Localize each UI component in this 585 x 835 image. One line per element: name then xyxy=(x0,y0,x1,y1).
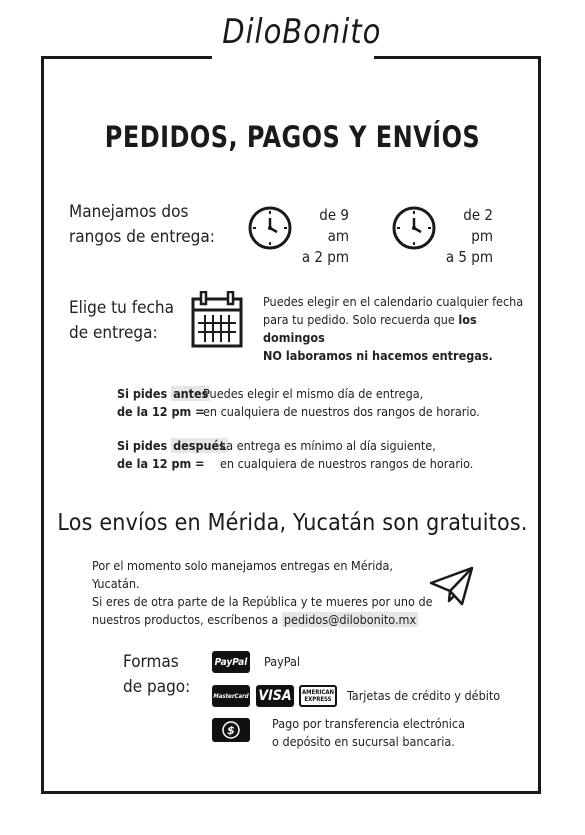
delivery-label: Manejamos dos rangos de entrega: xyxy=(69,202,215,247)
cards-label: Tarjetas de crédito y débito xyxy=(347,688,501,703)
paypal-badge: PayPal xyxy=(212,651,250,673)
paper-plane-icon xyxy=(429,565,475,607)
dollar-badge xyxy=(212,718,250,742)
calendar-icon xyxy=(191,291,243,349)
date-description: Puedes elegir en el calendario cualquier fecha para tu pedido. Solo recuerda que los domingos NO laboramos ni hacemos entregas. xyxy=(263,294,524,363)
rule-before-label: Si pides antes de la 12 pm = xyxy=(117,386,209,419)
rule-after-desc: La entrega es mínimo al día siguiente, en cualquiera de nuestros rangos de horario. xyxy=(220,438,474,471)
brand-logo: DiloBonito xyxy=(222,12,382,52)
shipping-info: Por el momento solo manejamos entregas en Mérida, Yucatán. Si eres de otra parte de la República y te mueres por uno de nuestros productos, escríbenos a pedidos@dilobonito.mx xyxy=(92,558,433,627)
clock-icon xyxy=(391,205,437,251)
clock-icon xyxy=(247,205,293,251)
svg-text:$: $ xyxy=(227,724,235,737)
contact-email[interactable]: pedidos@dilobonito.mx xyxy=(283,612,417,627)
rule-before-desc: Puedes elegir el mismo día de entrega, en cualquiera de nuestros dos rangos de horario. xyxy=(203,386,480,419)
visa-badge: VISA xyxy=(256,685,294,707)
delivery-range-1: de 9 am a 2 pm xyxy=(301,206,349,266)
page-title: PEDIDOS, PAGOS Y ENVÍOS xyxy=(104,120,481,154)
mastercard-badge: MasterCard xyxy=(212,685,250,707)
transfer-label: Pago por transferencia electrónica o depósito en sucursal bancaria. xyxy=(272,716,465,749)
shipping-headline: Los envíos en Mérida, Yucatán son gratuitos. xyxy=(57,510,528,536)
page-frame xyxy=(41,56,541,794)
amex-badge: AMERICAN EXPRESS xyxy=(299,685,337,707)
delivery-range-2: de 2 pm a 5 pm xyxy=(445,206,493,266)
payment-label: Formas de pago: xyxy=(123,652,191,697)
dollar-icon xyxy=(220,720,242,740)
rule-after-label: Si pides después de la 12 pm = xyxy=(117,438,226,471)
date-label: Elige tu fecha de entrega: xyxy=(69,298,174,343)
paypal-label: PayPal xyxy=(264,654,300,669)
